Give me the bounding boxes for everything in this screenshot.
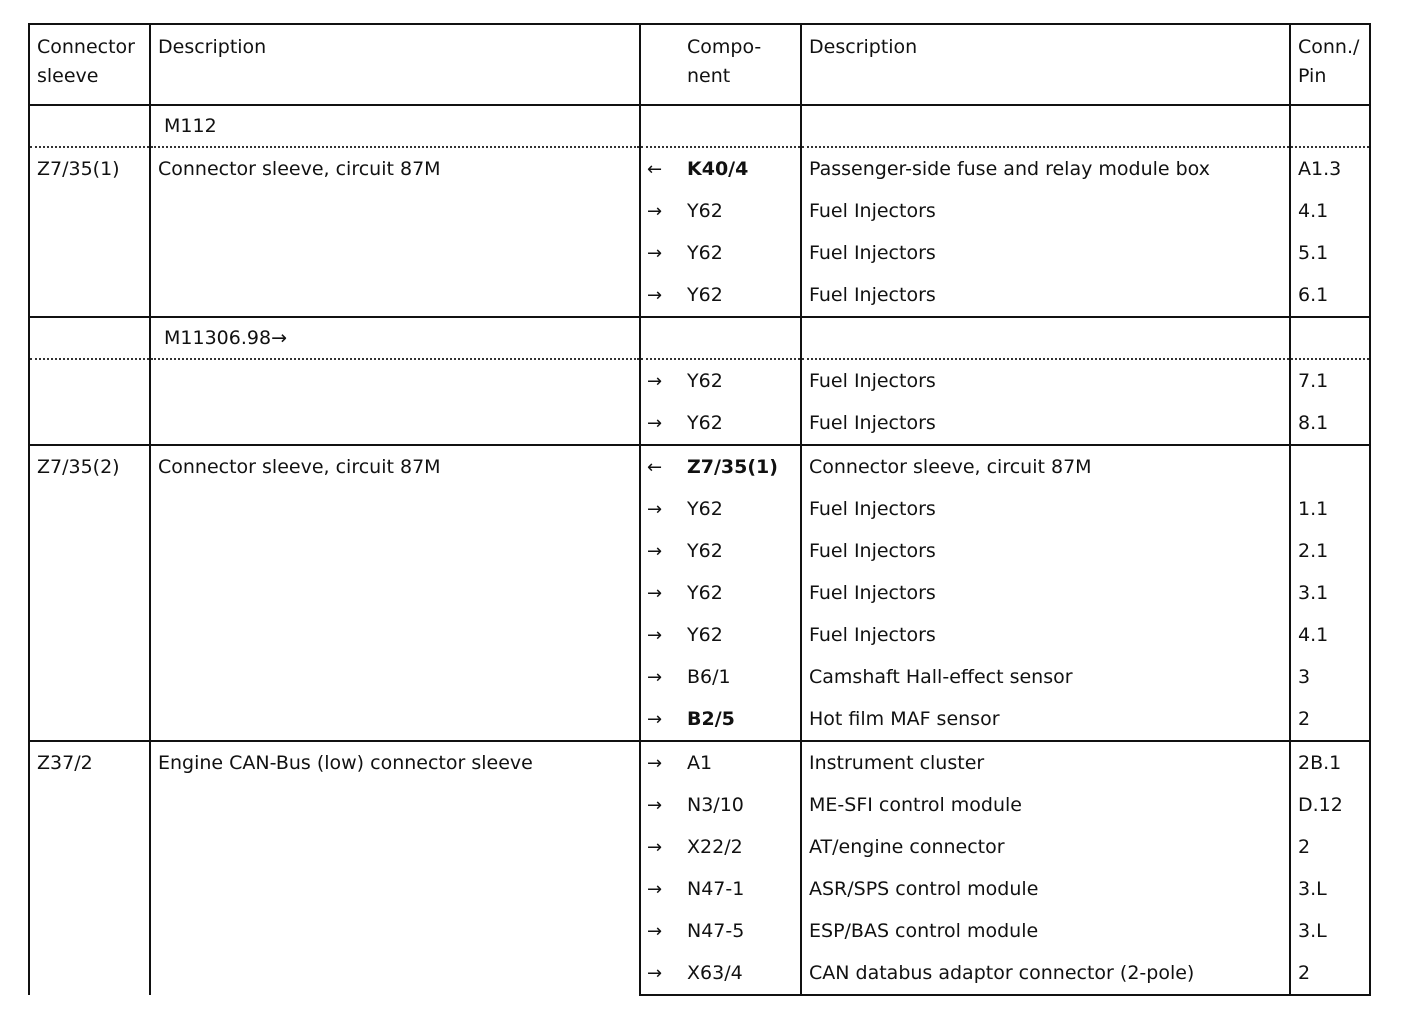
arrow-right-icon: →	[647, 243, 663, 264]
component-code: B2/5	[687, 708, 735, 730]
table-row	[29, 359, 1370, 402]
component-code: Y62	[687, 412, 723, 434]
table-row	[29, 741, 1370, 784]
component-description: Fuel Injectors	[801, 359, 1290, 402]
model-label: M112	[164, 115, 217, 137]
model-row	[29, 105, 1370, 147]
connector-sleeve: Z37/2	[29, 741, 150, 995]
component-description: Camshaft Hall-effect sensor	[801, 656, 1290, 698]
component-cell	[640, 614, 801, 656]
component-cell	[640, 952, 801, 995]
component-code: Y62	[687, 200, 723, 222]
component-code: N47-1	[687, 878, 745, 900]
component-description: CAN databus adaptor connector (2-pole)	[801, 952, 1290, 995]
component-code: X63/4	[687, 962, 743, 984]
model-empty-sleeve	[29, 105, 150, 147]
component-description: ASR/SPS control module	[801, 868, 1290, 910]
arrow-right-icon: →	[647, 285, 663, 306]
component-code: K40/4	[687, 158, 749, 180]
component-description: Fuel Injectors	[801, 614, 1290, 656]
conn-pin: 3	[1290, 656, 1370, 698]
sleeve-description: Connector sleeve, circuit 87M	[150, 445, 640, 741]
component-cell	[640, 784, 801, 826]
component-description: ESP/BAS control module	[801, 910, 1290, 952]
conn-pin: 7.1	[1290, 359, 1370, 402]
model-empty-cell	[801, 317, 1290, 359]
connector-table	[28, 23, 1371, 996]
component-description: Fuel Injectors	[801, 402, 1290, 445]
component-cell	[640, 190, 801, 232]
arrow-right-icon: →	[647, 541, 663, 562]
arrow-right-icon: →	[647, 413, 663, 434]
conn-pin	[1290, 445, 1370, 488]
component-code: A1	[687, 752, 713, 774]
arrow-left-icon: ←	[647, 457, 663, 478]
conn-pin: 3.1	[1290, 572, 1370, 614]
header-description: Description	[150, 24, 640, 105]
conn-pin: 5.1	[1290, 232, 1370, 274]
component-description: Fuel Injectors	[801, 274, 1290, 317]
header-component: Compo-nent	[640, 24, 801, 105]
model-empty-sleeve	[29, 317, 150, 359]
conn-pin: 4.1	[1290, 190, 1370, 232]
conn-pin: 2	[1290, 826, 1370, 868]
arrow-right-icon: →	[647, 795, 663, 816]
component-code: N47-5	[687, 920, 745, 942]
component-description: Fuel Injectors	[801, 488, 1290, 530]
arrow-right-icon: →	[647, 625, 663, 646]
component-description: Connector sleeve, circuit 87M	[801, 445, 1290, 488]
connector-sleeve: Z7/35(1)	[29, 147, 150, 317]
component-code: B6/1	[687, 666, 731, 688]
arrow-right-icon: →	[647, 963, 663, 984]
table-row	[29, 445, 1370, 488]
conn-pin: 2B.1	[1290, 741, 1370, 784]
conn-pin: 2	[1290, 698, 1370, 741]
component-description: Fuel Injectors	[801, 530, 1290, 572]
component-cell	[640, 826, 801, 868]
connector-sleeve	[29, 359, 150, 445]
arrow-right-icon: →	[647, 667, 663, 688]
model-cell	[150, 317, 640, 359]
conn-pin: 1.1	[1290, 488, 1370, 530]
component-code: Y62	[687, 370, 723, 392]
model-row	[29, 317, 1370, 359]
component-code: Y62	[687, 242, 723, 264]
conn-pin: 8.1	[1290, 402, 1370, 445]
header-conn-pin: Conn./ Pin	[1290, 24, 1370, 105]
component-description: AT/engine connector	[801, 826, 1290, 868]
component-description: Fuel Injectors	[801, 232, 1290, 274]
arrow-right-icon: →	[647, 753, 663, 774]
component-cell	[640, 147, 801, 190]
arrow-right-icon: →	[647, 879, 663, 900]
component-cell	[640, 910, 801, 952]
conn-pin: 4.1	[1290, 614, 1370, 656]
component-cell	[640, 698, 801, 741]
component-code: Y62	[687, 624, 723, 646]
component-cell	[640, 402, 801, 445]
model-label: M113	[164, 327, 217, 349]
model-empty-cell	[1290, 317, 1370, 359]
sleeve-description: Engine CAN-Bus (low) connector sleeve	[150, 741, 640, 995]
table-body	[29, 105, 1370, 995]
component-cell	[640, 232, 801, 274]
connector-sleeve: Z7/35(2)	[29, 445, 150, 741]
component-cell	[640, 741, 801, 784]
component-cell	[640, 530, 801, 572]
arrow-right-icon: →	[647, 837, 663, 858]
model-cell	[150, 105, 640, 147]
arrow-right-icon: →	[647, 499, 663, 520]
header-connector-sleeve: Connector sleeve	[29, 24, 150, 105]
component-description: Fuel Injectors	[801, 190, 1290, 232]
conn-pin: 3.L	[1290, 910, 1370, 952]
sleeve-description	[150, 359, 640, 445]
arrow-right-icon: →	[647, 583, 663, 604]
conn-pin: 2	[1290, 952, 1370, 995]
arrow-right-icon: →	[647, 371, 663, 392]
arrow-right-icon: →	[647, 921, 663, 942]
component-cell	[640, 656, 801, 698]
conn-pin: D.12	[1290, 784, 1370, 826]
component-code: Y62	[687, 284, 723, 306]
component-cell	[640, 359, 801, 402]
component-code: N3/10	[687, 794, 744, 816]
component-description: Instrument cluster	[801, 741, 1290, 784]
arrow-left-icon: ←	[647, 159, 663, 180]
conn-pin: A1.3	[1290, 147, 1370, 190]
component-description: ME-SFI control module	[801, 784, 1290, 826]
model-empty-cell	[1290, 105, 1370, 147]
component-cell	[640, 445, 801, 488]
component-cell	[640, 274, 801, 317]
conn-pin: 3.L	[1290, 868, 1370, 910]
conn-pin: 6.1	[1290, 274, 1370, 317]
arrow-right-icon: →	[647, 201, 663, 222]
component-code: Y62	[687, 540, 723, 562]
model-empty-cell	[801, 105, 1290, 147]
component-cell	[640, 488, 801, 530]
component-description: Fuel Injectors	[801, 572, 1290, 614]
header-component-description: Description	[801, 24, 1290, 105]
component-cell	[640, 572, 801, 614]
model-empty-cell	[640, 317, 801, 359]
component-description: Hot film MAF sensor	[801, 698, 1290, 741]
component-cell	[640, 868, 801, 910]
component-code: Z7/35(1)	[687, 456, 778, 478]
header-row	[29, 24, 1370, 105]
conn-pin: 2.1	[1290, 530, 1370, 572]
component-description: Passenger-side fuse and relay module box	[801, 147, 1290, 190]
sleeve-description: Connector sleeve, circuit 87M	[150, 147, 640, 317]
component-code: Y62	[687, 498, 723, 520]
model-empty-cell	[640, 105, 801, 147]
component-code: Y62	[687, 582, 723, 604]
arrow-right-icon: →	[647, 709, 663, 730]
table-row	[29, 147, 1370, 190]
component-code: X22/2	[687, 836, 743, 858]
model-date: 06.98→	[216, 327, 287, 349]
